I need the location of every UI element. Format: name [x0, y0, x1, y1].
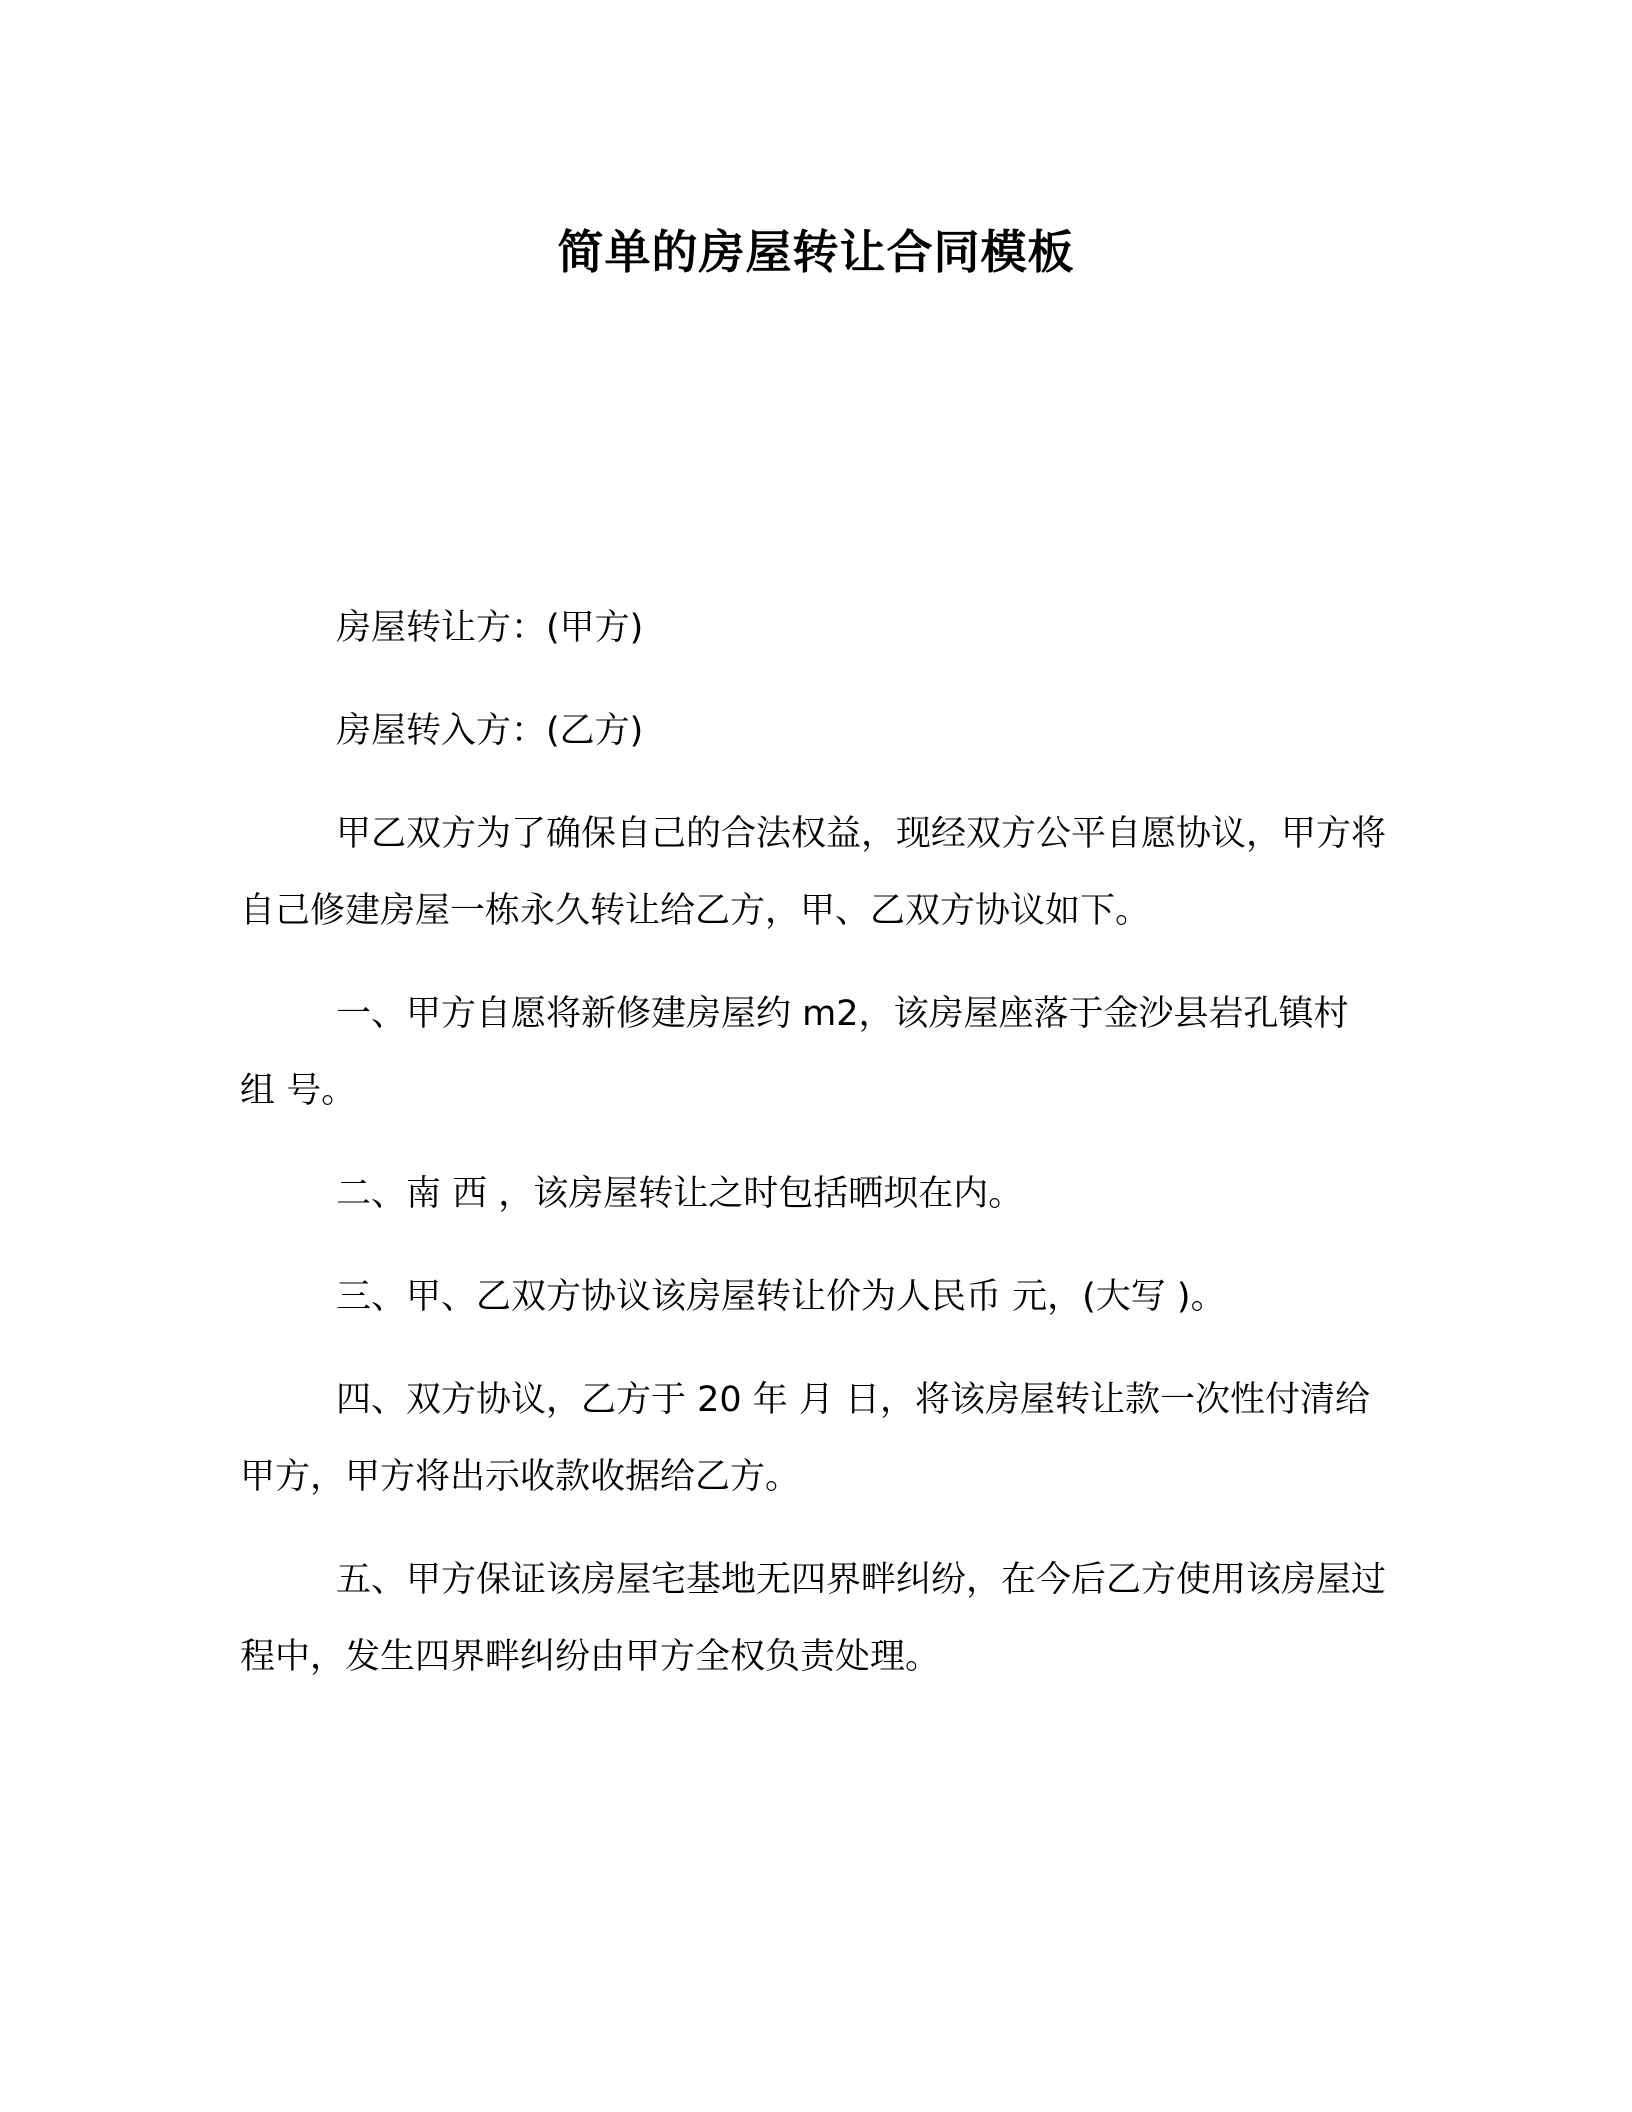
- paragraph-transferor: 房屋转让方：(甲方): [336, 608, 644, 648]
- clause-4: 四、双方协议，乙方于 20 年 月 日，将该房屋转让款一次性付清给甲方，甲方将出示收款收据给乙方。: [240, 1380, 1371, 1497]
- paragraph-transferee: 房屋转入方：(乙方): [336, 711, 644, 751]
- document-body: [240, 590, 1390, 1722]
- clause-1: 一、甲方自愿将新修建房屋约 m2，该房屋座落于金沙县岩孔镇村 组 号。: [240, 994, 1349, 1111]
- paragraph-preamble: 甲乙双方为了确保自己的合法权益，现经双方公平自愿协议，甲方将自己修建房屋一栋永久转让给乙方，甲、乙双方协议如下。: [240, 814, 1387, 931]
- clause-2: 二、南 西 ，该房屋转让之时包括晒坝在内。: [336, 1174, 1024, 1214]
- document-title: 简单的房屋转让合同模板: [557, 225, 1075, 279]
- clause-5: 五、甲方保证该房屋宅基地无四界畔纠纷，在今后乙方使用该房屋过程中，发生四界畔纠纷由甲方全权负责处理。: [240, 1560, 1387, 1677]
- clause-3: 三、甲、乙双方协议该房屋转让价为人民币 元，(大写 )。: [336, 1277, 1226, 1317]
